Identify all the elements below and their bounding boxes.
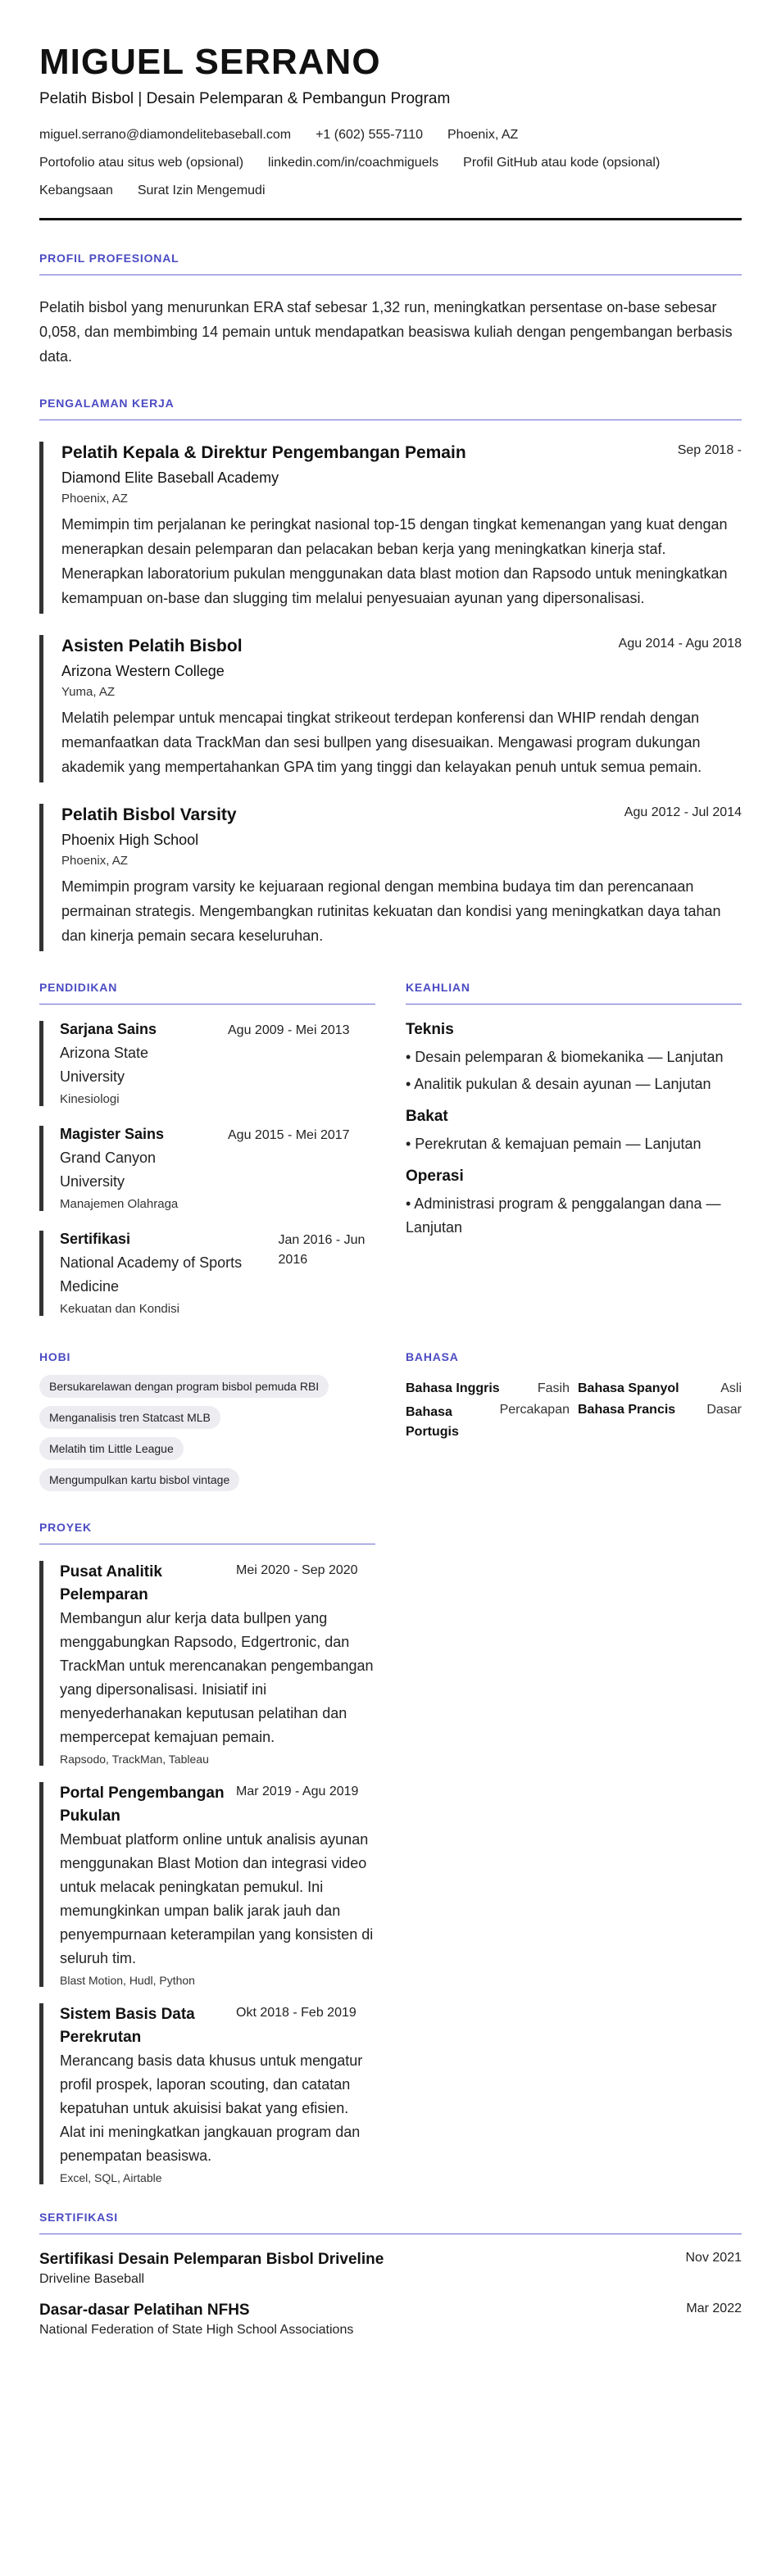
education-entry xyxy=(39,1021,375,1106)
certification-name: Sertifikasi Desain Pelemparan Bisbol Driveline xyxy=(39,2251,384,2269)
summary-text: Pelatih bisbol yang menurunkan ERA staf sebesar 1,32 run, meningkatkan persentase on-base sebesar 0,058, dan membimbing 14 pemain untuk mendapatkan beasiswa kuliah dengan pengembangan berbasis data. xyxy=(39,299,733,365)
job-location: Phoenix, AZ xyxy=(61,492,128,506)
experience-entry xyxy=(39,804,742,951)
education-field: Kekuatan dan Kondisi xyxy=(60,1302,179,1317)
job-organization: Arizona Western College xyxy=(61,663,225,680)
certification-org: Driveline Baseball xyxy=(39,2272,145,2287)
skill-item: • Analitik pukulan & desain ayunan — Lanjutan xyxy=(406,1076,711,1093)
education-school: Arizona State University xyxy=(60,1045,149,1086)
job-date: Sep 2018 - xyxy=(677,443,742,458)
education-degree: Magister Sains xyxy=(60,1126,165,1143)
certification-date: Mar 2022 xyxy=(686,2302,742,2316)
hobbies-languages-row xyxy=(39,1350,742,1491)
skill-group-name: Operasi xyxy=(406,1168,464,1186)
education-degree: Sertifikasi xyxy=(60,1231,131,1248)
education-field: Kinesiologi xyxy=(60,1092,120,1107)
hobbies-section xyxy=(39,1350,375,1491)
contact-nationality: Kebangsaan xyxy=(39,184,113,198)
contact-github[interactable]: Profil GitHub atau kode (opsional) xyxy=(463,156,661,170)
hobby-chip: Menganalisis tren Statcast MLB xyxy=(39,1406,220,1429)
skill-group-name: Bakat xyxy=(406,1108,448,1126)
project-title: Sistem Basis Data Perekrutan xyxy=(60,2006,195,2047)
job-description: Melatih pelempar untuk mencapai tingkat strikeout terdepan konferensi dan WHIP rendah dengan memanfaatkan data TrackMan dan sesi bullpen yang disesuaikan. Mengawasi program dukungan akademik yang mempertahankan GPA tim yang tinggi dan kelayakan penuh untuk semua pemain. xyxy=(61,710,702,776)
project-entry xyxy=(39,2003,375,2184)
summary-heading: PROFIL PROFESIONAL xyxy=(39,252,742,275)
contact-email[interactable]: miguel.serrano@diamondelitebaseball.com xyxy=(39,128,292,143)
certification-entry xyxy=(39,2302,742,2338)
language-name: Bahasa Portugis xyxy=(406,1405,459,1440)
job-title: Pelatih Bisbol Varsity xyxy=(61,805,237,825)
contact-license: Surat Izin Mengemudi xyxy=(137,184,266,198)
contact-linkedin[interactable]: linkedin.com/in/coachmiguels xyxy=(268,156,439,170)
contact-phone[interactable]: +1 (602) 555-7110 xyxy=(316,128,423,143)
projects-heading: PROYEK xyxy=(39,1521,375,1544)
skill-item: • Desain pelemparan & biomekanika — Lanjutan xyxy=(406,1049,724,1066)
header-divider xyxy=(39,218,742,220)
project-title: Pusat Analitik Pelemparan xyxy=(60,1563,162,1604)
project-entry xyxy=(39,1561,375,1766)
contact-portfolio[interactable]: Portofolio atau situs web (opsional) xyxy=(39,156,244,170)
language-level: Fasih xyxy=(537,1381,570,1396)
project-tech: Rapsodo, TrackMan, Tableau xyxy=(60,1753,209,1766)
education-date: Agu 2015 - Mei 2017 xyxy=(228,1128,350,1143)
education-heading: PENDIDIKAN xyxy=(39,981,375,1005)
experience-entry xyxy=(39,442,742,614)
certification-date: Nov 2021 xyxy=(685,2251,742,2265)
education-date: Jan 2016 - Jun 2016 xyxy=(278,1233,366,1268)
project-description: Membuat platform online untuk analisis ayunan menggunakan Blast Motion dan integrasi video untuk melacak peningkatan pemukul. Ini memungkinkan umpan balik jarak jauh dan penyempurnaan keterampilan yang konsisten di seluruh tim. xyxy=(60,1831,374,1967)
education-field: Manajemen Olahraga xyxy=(60,1197,179,1212)
candidate-title: Pelatih Bisbol | Desain Pelemparan & Pembangun Program xyxy=(39,90,451,108)
skill-item: • Administrasi program & penggalangan dana — Lanjutan xyxy=(406,1195,721,1236)
hobby-chip: Mengumpulkan kartu bisbol vintage xyxy=(39,1468,239,1491)
hobbies-heading: HOBI xyxy=(39,1350,71,1364)
skills-section xyxy=(406,981,742,1316)
summary-section xyxy=(39,252,742,369)
project-title: Portal Pengembangan Pukulan xyxy=(60,1785,225,1825)
job-date: Agu 2014 - Agu 2018 xyxy=(618,637,742,651)
project-entry xyxy=(39,1782,375,1987)
skill-group xyxy=(406,1021,742,1096)
experience-entry xyxy=(39,635,742,782)
skill-group-name: Teknis xyxy=(406,1021,454,1039)
certification-org: National Federation of State High School Associations xyxy=(39,2323,354,2338)
certification-name: Dasar-dasar Pelatihan NFHS xyxy=(39,2302,250,2320)
project-tech: Blast Motion, Hudl, Python xyxy=(60,1974,195,1988)
skill-group xyxy=(406,1168,742,1240)
contact-location: Phoenix, AZ xyxy=(447,128,519,143)
experience-heading: PENGALAMAN KERJA xyxy=(39,397,742,420)
certifications-section xyxy=(39,2211,742,2338)
job-organization: Phoenix High School xyxy=(61,832,199,849)
hobby-chip: Bersukarelawan dengan program bisbol pemuda RBI xyxy=(39,1375,329,1398)
education-section xyxy=(39,981,375,1316)
certifications-heading: SERTIFIKASI xyxy=(39,2211,742,2234)
job-organization: Diamond Elite Baseball Academy xyxy=(61,469,279,487)
language-level: Dasar xyxy=(706,1403,742,1417)
project-description: Merancang basis data khusus untuk mengatur profil prospek, laporan scouting, dan catatan kepatuhan untuk akuisisi bakat yang efisien. Alat ini meningkatkan jangkauan program dan penempatan beasiswa. xyxy=(60,2052,363,2165)
project-date: Okt 2018 - Feb 2019 xyxy=(236,2006,356,2020)
project-date: Mei 2020 - Sep 2020 xyxy=(236,1563,358,1578)
project-date: Mar 2019 - Agu 2019 xyxy=(236,1785,359,1799)
language-level: Percakapan xyxy=(499,1403,570,1417)
language-level: Asli xyxy=(720,1381,742,1396)
language-name: Bahasa Spanyol xyxy=(578,1381,679,1396)
candidate-name: MIGUEL SERRANO xyxy=(39,42,381,82)
education-date: Agu 2009 - Mei 2013 xyxy=(228,1023,350,1038)
hobby-chip: Melatih tim Little League xyxy=(39,1437,184,1460)
job-description: Memimpin program varsity ke kejuaraan regional dengan membina budaya tim dan perencanaan permainan strategis. Mengembangkan rutinitas kekuatan dan kondisi yang meningkatkan daya tahan dan kinerja pemain secara keseluruhan. xyxy=(61,878,721,945)
education-entry xyxy=(39,1126,375,1211)
language-name: Bahasa Inggris xyxy=(406,1381,500,1396)
education-entry xyxy=(39,1231,375,1316)
skill-group xyxy=(406,1108,742,1156)
job-description: Memimpin tim perjalanan ke peringkat nasional top-15 dengan tingkat kemenangan yang kuat dengan menerapkan desain pelemparan dan pelacakan beban kerja yang meningkatkan kinerja staf. Menerapkan laboratorium pukulan menggunakan data blast motion dan Rapsodo untuk meningkatkan kemampuan on-base dan slugging tim melalui penyesuaian ayunan yang dipersonalisasi. xyxy=(61,516,728,607)
job-location: Yuma, AZ xyxy=(61,685,116,700)
education-degree: Sarjana Sains xyxy=(60,1021,157,1038)
job-title: Pelatih Kepala & Direktur Pengembangan Pemain xyxy=(61,443,466,463)
job-date: Agu 2012 - Jul 2014 xyxy=(624,805,742,820)
resume-header xyxy=(39,43,742,220)
job-title: Asisten Pelatih Bisbol xyxy=(61,637,243,656)
languages-heading: BAHASA xyxy=(406,1350,459,1364)
languages-section xyxy=(406,1350,742,1491)
contact-info xyxy=(39,121,742,205)
project-description: Membangun alur kerja data bullpen yang menggabungkan Rapsodo, Edgertronic, dan TrackMan untuk merencanakan pengembangan yang dipersonalisasi. Inisiatif ini menyederhanakan keputusan pelatihan dan mempercepat kemajuan pemain. xyxy=(60,1610,374,1746)
experience-section xyxy=(39,397,742,951)
job-location: Phoenix, AZ xyxy=(61,854,128,868)
certification-entry xyxy=(39,2251,742,2287)
project-tech: Excel, SQL, Airtable xyxy=(60,2171,162,2185)
language-name: Bahasa Prancis xyxy=(578,1403,676,1417)
education-school: National Academy of Sports Medicine xyxy=(60,1254,243,1295)
education-skills-row xyxy=(39,981,742,1316)
skill-item: • Perekrutan & kemajuan pemain — Lanjutan xyxy=(406,1136,702,1153)
education-school: Grand Canyon University xyxy=(60,1150,157,1190)
projects-section xyxy=(39,1521,375,2184)
skills-heading: KEAHLIAN xyxy=(406,981,742,1005)
